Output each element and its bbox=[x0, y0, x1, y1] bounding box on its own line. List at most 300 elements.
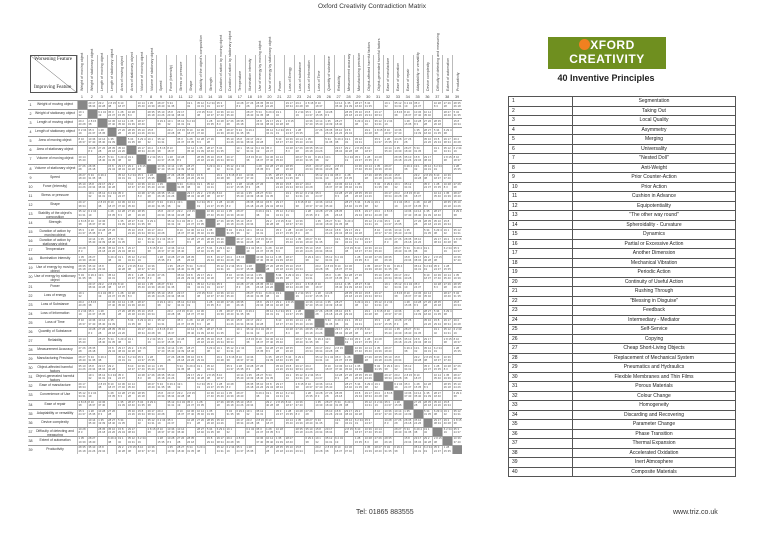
matrix-cell: 27 26 28 bbox=[78, 164, 86, 172]
matrix-cell: 19 1 32 bbox=[126, 337, 136, 345]
matrix-cell bbox=[136, 382, 146, 390]
matrix-cell: 10 28 8 3 bbox=[98, 228, 106, 235]
matrix-cell: 29 2 40 28 bbox=[404, 273, 412, 281]
matrix-cell bbox=[423, 146, 433, 154]
matrix-cell: 35 12 34 31 bbox=[414, 264, 422, 272]
matrix-cell: 27 26 28 bbox=[315, 128, 323, 135]
matrix-cell: 6 29 4 38 bbox=[167, 200, 176, 208]
matrix-cell: 29 17 38 34 bbox=[315, 164, 323, 172]
matrix-cell: 5 34 31 35 bbox=[177, 364, 185, 371]
matrix-cell: 10 14 35 40 bbox=[88, 237, 96, 244]
matrix-cell: 35 12 34 31 bbox=[424, 164, 431, 172]
matrix-cell bbox=[324, 237, 334, 245]
matrix-cell: 2 8 15 38 bbox=[78, 219, 87, 226]
matrix-cell: 2 8 15 38 bbox=[275, 219, 284, 226]
matrix-cell: 15 8 29 34 bbox=[88, 182, 96, 190]
matrix-cell: 10 36 37 40 bbox=[394, 309, 402, 317]
matrix-cell: 15 8 29 34 bbox=[167, 110, 175, 117]
matrix-cell bbox=[353, 446, 363, 454]
matrix-cell bbox=[87, 337, 97, 345]
row-number: 7 bbox=[29, 157, 32, 162]
improving-feature-label: Improving Feature bbox=[34, 85, 72, 90]
matrix-cell: 29 17 38 34 bbox=[246, 318, 254, 326]
principle-number: 27 bbox=[509, 344, 573, 354]
matrix-cell: 19 1 32 bbox=[274, 110, 284, 118]
matrix-cell: 8 10 18 37 bbox=[187, 128, 195, 135]
matrix-cell: 10 14 35 40 bbox=[226, 291, 234, 299]
matrix-cell bbox=[393, 301, 403, 309]
principle-number: 24 bbox=[509, 315, 573, 325]
principle-row bbox=[509, 116, 736, 126]
column-header bbox=[195, 35, 205, 93]
matrix-cell: 2 8 15 38 bbox=[256, 237, 264, 244]
matrix-cell: 28 35 26 18 bbox=[127, 128, 135, 135]
matrix-cell: 6 2 34 19 bbox=[443, 427, 452, 435]
matrix-cell: 15 8 29 34 bbox=[108, 346, 116, 353]
matrix-cell: 35 10 24 26 bbox=[354, 110, 362, 117]
matrix-cell: 8 10 18 37 bbox=[226, 273, 234, 281]
column-number: 16 bbox=[227, 95, 233, 99]
matrix-cell: 10 14 35 40 bbox=[325, 382, 333, 390]
column-header bbox=[186, 55, 196, 93]
principle-name: Feedback bbox=[573, 306, 736, 316]
matrix-cell: 35 10 24 26 bbox=[117, 146, 125, 154]
matrix-cell: 27 26 28 bbox=[404, 137, 412, 144]
matrix-cell: 10 14 35 40 bbox=[137, 101, 145, 108]
matrix-cell bbox=[156, 310, 166, 318]
column-number: 25 bbox=[316, 95, 321, 99]
matrix-cell bbox=[146, 119, 156, 127]
matrix-cell: 19 1 32 bbox=[383, 283, 393, 291]
matrix-cell: 19 1 32 bbox=[215, 165, 225, 173]
matrix-cell: 10 36 37 40 bbox=[137, 182, 145, 190]
matrix-cell: 1 35 19 39 bbox=[354, 182, 362, 190]
matrix-cell: 35 12 34 31 bbox=[226, 346, 234, 353]
matrix-cell: 2 8 15 38 bbox=[108, 101, 116, 108]
matrix-cell: 6 2 34 19 bbox=[88, 209, 97, 217]
matrix-cell: 35 10 24 26 bbox=[414, 237, 422, 244]
matrix-cell-diagonal bbox=[87, 110, 97, 118]
matrix-cell: 28 27 18 40 bbox=[127, 400, 135, 408]
matrix-cell: 29 2 40 28 bbox=[345, 327, 353, 335]
matrix-cell: 10 14 35 40 bbox=[285, 237, 293, 244]
matrix-cell: 28 35 26 18 bbox=[345, 291, 353, 299]
matrix-cell: 10 14 35 40 bbox=[187, 146, 195, 154]
matrix-cell: 6 29 4 38 bbox=[295, 173, 304, 181]
matrix-cell: 29 17 38 34 bbox=[266, 119, 274, 126]
matrix-cell bbox=[413, 183, 423, 191]
matrix-cell: 28 35 26 18 bbox=[256, 282, 264, 290]
matrix-cell bbox=[235, 155, 245, 163]
matrix-cell: 35 12 34 31 bbox=[246, 327, 254, 335]
matrix-cell: 29 2 40 28 bbox=[117, 264, 125, 272]
column-header bbox=[274, 55, 284, 93]
matrix-cell bbox=[353, 128, 363, 136]
matrix-cell bbox=[176, 419, 186, 427]
matrix-cell: 6 29 4 38 bbox=[394, 445, 403, 453]
column-number: 7 bbox=[140, 95, 143, 99]
matrix-cell: 6 2 34 19 bbox=[206, 101, 215, 108]
matrix-cell bbox=[442, 346, 452, 354]
matrix-cell: 27 26 28 bbox=[206, 137, 214, 144]
matrix-cell: 10 28 8 3 bbox=[364, 436, 372, 444]
matrix-cell: 35 12 34 31 bbox=[443, 146, 451, 154]
matrix-cell: 27 26 28 bbox=[216, 400, 224, 408]
matrix-cell: 28 35 26 18 bbox=[246, 200, 254, 208]
matrix-cell bbox=[274, 373, 284, 381]
matrix-cell: 5 34 31 35 bbox=[127, 318, 135, 326]
matrix-cell: 6 29 4 38 bbox=[404, 164, 413, 172]
matrix-cell bbox=[195, 165, 205, 173]
principle-name: Flexible Membranes and Thin Films bbox=[573, 372, 736, 382]
matrix-cell: 35 12 34 31 bbox=[404, 364, 412, 371]
matrix-cell: 28 35 26 18 bbox=[147, 291, 155, 299]
matrix-cell bbox=[274, 419, 284, 427]
matrix-cell: 10 36 37 40 bbox=[315, 382, 323, 390]
matrix-cell: 10 28 8 3 bbox=[335, 373, 343, 380]
matrix-cell-diagonal bbox=[363, 364, 373, 372]
matrix-cell: 28 35 26 18 bbox=[137, 209, 145, 217]
row-number: 2 bbox=[29, 112, 32, 117]
principle-name: Equipotentiality bbox=[573, 201, 736, 211]
column-number: 39 bbox=[454, 95, 460, 99]
matrix-cell: 15 8 29 34 bbox=[414, 155, 422, 163]
matrix-cell bbox=[265, 364, 275, 372]
matrix-cell: 2 8 15 38 bbox=[157, 327, 166, 335]
matrix-cell: 28 35 26 18 bbox=[433, 300, 441, 308]
matrix-cell: 6 29 4 38 bbox=[433, 228, 442, 235]
matrix-cell: 2 8 15 38 bbox=[147, 246, 156, 253]
matrix-cell bbox=[255, 174, 265, 182]
principle-row bbox=[509, 334, 736, 344]
matrix-cell bbox=[245, 437, 255, 445]
row-number: 21 bbox=[28, 284, 33, 289]
matrix-cell: 35 12 34 31 bbox=[196, 101, 204, 108]
matrix-cell: 15 8 29 34 bbox=[404, 255, 412, 262]
matrix-cell: 29 2 40 28 bbox=[315, 264, 323, 272]
matrix-cell: 10 14 35 40 bbox=[433, 191, 441, 199]
matrix-cell bbox=[77, 237, 87, 245]
matrix-cell: 28 35 26 18 bbox=[206, 237, 214, 244]
matrix-cell: 5 34 31 35 bbox=[285, 355, 293, 362]
matrix-cell: 1 35 19 39 bbox=[78, 255, 86, 262]
matrix-cell: 35 3 24 37 bbox=[384, 400, 392, 408]
column-number: 5 bbox=[120, 95, 123, 99]
matrix-cell: 2 8 15 38 bbox=[325, 445, 334, 453]
matrix-cell: 15 8 29 34 bbox=[216, 337, 224, 344]
matrix-cell bbox=[97, 210, 107, 218]
matrix-cell: 10 36 37 40 bbox=[404, 391, 412, 399]
matrix-cell: 1 35 19 39 bbox=[374, 164, 382, 172]
matrix-cell: 35 10 24 26 bbox=[226, 318, 234, 326]
column-number: 36 bbox=[425, 95, 430, 99]
matrix-cell: 29 2 40 28 bbox=[256, 318, 264, 326]
matrix-cell: 19 1 32 bbox=[314, 255, 324, 263]
matrix-cell: 10 36 37 40 bbox=[295, 400, 303, 408]
matrix-cell: 29 2 40 28 bbox=[414, 355, 422, 362]
matrix-cell bbox=[403, 128, 413, 136]
matrix-cell: 6 2 34 19 bbox=[275, 128, 284, 135]
matrix-cell bbox=[363, 137, 373, 145]
matrix-cell: 27 26 28 bbox=[108, 409, 116, 417]
matrix-cell: 10 28 8 3 bbox=[414, 300, 422, 308]
matrix-cell bbox=[413, 137, 423, 145]
column-number: 32 bbox=[385, 95, 391, 99]
matrix-cell: 1 28 15 35 bbox=[206, 300, 214, 308]
matrix-cell: 15 8 29 34 bbox=[335, 228, 343, 235]
matrix-cell bbox=[284, 201, 294, 209]
matrix-cell: 8 10 18 37 bbox=[266, 418, 274, 426]
row-number: 29 bbox=[28, 357, 33, 362]
column-number: 8 bbox=[149, 95, 153, 99]
matrix-cell: 19 1 32 bbox=[432, 328, 442, 336]
matrix-cell: 10 28 8 3 bbox=[246, 182, 254, 190]
matrix-cell: 28 27 18 40 bbox=[78, 173, 86, 181]
matrix-cell: 5 34 31 35 bbox=[453, 110, 461, 117]
matrix-cell: 10 28 8 3 bbox=[216, 119, 224, 126]
matrix-cell: 15 8 29 34 bbox=[108, 164, 116, 172]
matrix-cell bbox=[393, 255, 403, 263]
matrix-cell: 19 1 32 bbox=[136, 237, 146, 245]
principle-row bbox=[509, 154, 736, 164]
matrix-cell: 8 10 18 37 bbox=[275, 137, 283, 144]
matrix-cell: 1 35 19 39 bbox=[147, 101, 155, 108]
matrix-cell: 35 3 24 37 bbox=[236, 445, 244, 453]
matrix-cell: 15 8 29 34 bbox=[404, 436, 412, 444]
column-header-label: Ease of repair bbox=[406, 68, 411, 91]
matrix-cell: 6 29 4 38 bbox=[137, 318, 146, 326]
column-header-label: Stability of the object's composition bbox=[198, 35, 203, 91]
matrix-cell: 5 34 31 35 bbox=[453, 291, 461, 299]
matrix-cell bbox=[205, 174, 215, 182]
matrix-cell bbox=[432, 337, 442, 345]
matrix-cell: 28 27 18 40 bbox=[177, 264, 185, 272]
matrix-cell: 35 3 24 37 bbox=[177, 137, 185, 144]
matrix-cell: 19 1 32 bbox=[284, 373, 294, 381]
matrix-row bbox=[28, 309, 462, 318]
column-header-label: Weight of moving object bbox=[80, 52, 85, 91]
matrix-cell: 29 17 38 34 bbox=[335, 327, 343, 335]
matrix-cell: 28 27 18 40 bbox=[404, 146, 412, 154]
matrix-cell bbox=[432, 201, 442, 209]
matrix-cell bbox=[97, 301, 107, 309]
matrix-cell: 6 2 34 19 bbox=[78, 309, 87, 317]
matrix-cell bbox=[442, 165, 452, 173]
matrix-cell: 8 10 18 37 bbox=[236, 355, 244, 362]
matrix-cell: 6 2 34 19 bbox=[453, 146, 462, 154]
matrix-cell bbox=[166, 319, 176, 327]
matrix-cell bbox=[146, 301, 156, 309]
column-header bbox=[334, 55, 344, 93]
column-number: 30 bbox=[366, 95, 371, 99]
matrix-cell: 29 2 40 28 bbox=[78, 300, 86, 308]
matrix-cell: 10 28 8 3 bbox=[394, 137, 402, 144]
matrix-cell: 35 10 24 26 bbox=[88, 264, 96, 272]
matrix-cell: 29 17 38 34 bbox=[364, 209, 372, 217]
matrix-row bbox=[28, 127, 462, 136]
matrix-cell: 1 35 19 39 bbox=[147, 282, 155, 290]
matrix-cell: 28 35 26 18 bbox=[246, 382, 254, 390]
column-number: 4 bbox=[110, 95, 113, 99]
matrix-cell: 6 29 4 38 bbox=[364, 382, 373, 390]
matrix-cell: 35 12 34 31 bbox=[374, 300, 382, 308]
matrix-cell: 2 8 15 38 bbox=[206, 373, 215, 380]
column-header-label: Loss of Energy bbox=[287, 67, 292, 91]
column-number: 37 bbox=[435, 95, 440, 99]
matrix-cell: 35 12 34 31 bbox=[108, 273, 116, 281]
matrix-cell bbox=[225, 146, 235, 154]
row-label: Adaptability or versatility bbox=[36, 410, 74, 415]
matrix-cell: 29 2 40 28 bbox=[424, 255, 431, 262]
matrix-cell: 19 1 32 bbox=[146, 319, 156, 327]
matrix-cell bbox=[156, 401, 166, 409]
matrix-cell: 8 10 18 37 bbox=[206, 110, 214, 117]
column-header bbox=[383, 55, 393, 93]
matrix-cell bbox=[383, 292, 393, 300]
matrix-cell: 6 2 34 19 bbox=[305, 191, 314, 199]
matrix-cell: 28 35 26 18 bbox=[127, 309, 135, 317]
matrix-cell bbox=[314, 137, 324, 145]
principle-row bbox=[509, 467, 736, 477]
matrix-cell: 1 28 15 35 bbox=[384, 318, 392, 326]
matrix-cell: 5 34 31 35 bbox=[236, 128, 244, 135]
matrix-cell: 15 8 29 34 bbox=[157, 209, 165, 217]
matrix-cell: 10 28 8 3 bbox=[236, 282, 244, 290]
matrix-cell: 6 29 4 38 bbox=[236, 409, 245, 417]
matrix-cell bbox=[205, 128, 215, 136]
matrix-cell bbox=[373, 146, 383, 154]
matrix-cell: 27 26 28 bbox=[206, 318, 214, 326]
matrix-cell: 35 10 24 26 bbox=[187, 355, 195, 362]
matrix-cell-diagonal bbox=[186, 201, 196, 209]
matrix-cell: 5 34 31 35 bbox=[433, 128, 441, 135]
matrix-cell: 6 29 4 38 bbox=[453, 209, 462, 217]
matrix-cell: 10 14 35 40 bbox=[167, 164, 175, 172]
matrix-cell: 27 26 28 bbox=[196, 237, 204, 244]
matrix-cell: 28 35 26 18 bbox=[424, 219, 431, 226]
matrix-cell: 29 2 40 28 bbox=[394, 373, 402, 380]
matrix-cell: 2 8 15 38 bbox=[88, 300, 97, 308]
matrix-cell: 35 10 24 26 bbox=[167, 373, 175, 380]
matrix-cell: 2 8 15 38 bbox=[187, 209, 195, 217]
matrix-cell: 28 27 18 40 bbox=[236, 209, 244, 217]
matrix-cell: 8 10 18 37 bbox=[167, 327, 175, 335]
row-label: Weight of moving object bbox=[36, 102, 74, 106]
row-label: Stress or pressure bbox=[41, 192, 69, 197]
matrix-cell: 10 14 35 40 bbox=[167, 346, 175, 353]
matrix-cell: 29 2 40 28 bbox=[266, 219, 274, 226]
matrix-cell-diagonal bbox=[314, 319, 324, 327]
matrix-row bbox=[28, 173, 462, 182]
matrix-cell: 10 14 35 40 bbox=[275, 337, 283, 344]
matrix-cell: 29 2 40 28 bbox=[443, 418, 451, 426]
row-number: 16 bbox=[28, 239, 33, 244]
principle-name: Spheroidality - Curvature bbox=[573, 220, 736, 230]
matrix-cell: 2 8 15 38 bbox=[275, 400, 284, 408]
matrix-cell: 35 12 34 31 bbox=[414, 445, 422, 453]
matrix-cell: 10 36 37 40 bbox=[206, 391, 214, 399]
matrix-cell bbox=[403, 219, 413, 227]
matrix-cell: 6 29 4 38 bbox=[414, 246, 422, 253]
matrix-cell: 1 28 15 35 bbox=[236, 364, 244, 371]
row-label: Speed bbox=[50, 174, 60, 179]
matrix-cell: 35 12 34 31 bbox=[147, 418, 155, 426]
matrix-cell: 35 12 34 31 bbox=[127, 255, 135, 262]
matrix-cell bbox=[215, 273, 225, 281]
matrix-cell: 10 36 37 40 bbox=[256, 255, 264, 262]
matrix-cell: 35 3 24 37 bbox=[384, 219, 392, 226]
matrix-cell: 10 28 8 3 bbox=[433, 282, 441, 290]
matrix-cell: 1 35 19 39 bbox=[414, 309, 422, 317]
matrix-cell bbox=[245, 346, 255, 354]
matrix-cell: 35 12 34 31 bbox=[127, 436, 135, 444]
matrix-cell bbox=[432, 246, 442, 254]
matrix-cell: 19 1 32 bbox=[383, 101, 393, 109]
matrix-cell bbox=[255, 310, 265, 318]
matrix-cell: 27 26 28 bbox=[226, 119, 234, 126]
row-number: 35 bbox=[28, 411, 33, 416]
matrix-cell: 6 29 4 38 bbox=[206, 346, 215, 353]
principle-number: 5 bbox=[509, 135, 573, 145]
matrix-cell: 10 28 8 3 bbox=[266, 164, 274, 172]
matrix-cell: 29 2 40 28 bbox=[108, 364, 116, 371]
matrix-cell: 35 10 24 26 bbox=[384, 355, 392, 362]
matrix-cell: 8 10 18 37 bbox=[157, 427, 165, 435]
matrix-cell: 10 36 37 40 bbox=[246, 355, 254, 362]
column-header-label: Duration of action by stationary object bbox=[228, 30, 233, 91]
matrix-cell: 6 29 4 38 bbox=[187, 364, 195, 371]
matrix-cell: 1 35 19 39 bbox=[246, 373, 254, 380]
matrix-cell: 15 8 29 34 bbox=[414, 337, 422, 344]
column-header-label: Loss of Time bbox=[317, 70, 322, 91]
matrix-cell bbox=[284, 337, 294, 345]
principle-number: 17 bbox=[509, 249, 573, 259]
matrix-cell: 28 35 26 18 bbox=[305, 146, 313, 154]
matrix-cell: 29 2 40 28 bbox=[443, 237, 451, 244]
matrix-cell: 10 14 35 40 bbox=[98, 318, 106, 326]
matrix-cell: 28 27 18 40 bbox=[325, 219, 333, 226]
matrix-cell: 10 28 8 3 bbox=[364, 255, 372, 262]
principle-row bbox=[509, 182, 736, 192]
matrix-cell: 5 34 31 35 bbox=[127, 137, 135, 144]
matrix-cell: 35 10 24 26 bbox=[374, 273, 382, 281]
matrix-cell: 10 36 37 40 bbox=[433, 273, 441, 281]
matrix-cell: 5 34 31 35 bbox=[424, 409, 431, 417]
matrix-cell bbox=[383, 246, 393, 254]
matrix-cell: 35 12 34 31 bbox=[226, 164, 234, 172]
matrix-cell: 5 34 31 35 bbox=[216, 327, 224, 335]
row-label: Length of moving object bbox=[36, 120, 73, 125]
matrix-cell: 35 12 34 31 bbox=[453, 228, 461, 235]
matrix-cell: 1 28 15 35 bbox=[354, 255, 362, 262]
logo-o-circle bbox=[579, 39, 590, 50]
matrix-cell: 10 36 37 40 bbox=[167, 427, 175, 435]
matrix-cell: 29 17 38 34 bbox=[325, 427, 333, 435]
oxford-creativity-logo bbox=[548, 37, 666, 69]
matrix-cell: 19 1 32 bbox=[423, 246, 433, 254]
matrix-cell: 29 17 38 34 bbox=[335, 146, 343, 154]
matrix-cell: 35 12 34 31 bbox=[453, 409, 461, 417]
matrix-cell: 6 2 34 19 bbox=[424, 264, 432, 272]
matrix-cell: 28 35 26 18 bbox=[295, 427, 303, 435]
matrix-cell: 29 17 38 34 bbox=[295, 364, 303, 371]
matrix-cell: 1 35 19 39 bbox=[404, 228, 412, 235]
matrix-cell: 35 3 24 37 bbox=[137, 173, 145, 181]
matrix-cell: 1 28 15 35 bbox=[394, 219, 402, 226]
matrix-cell: 35 10 24 26 bbox=[315, 146, 323, 154]
matrix-cell bbox=[136, 110, 146, 118]
matrix-cell: 35 10 24 26 bbox=[433, 219, 441, 226]
